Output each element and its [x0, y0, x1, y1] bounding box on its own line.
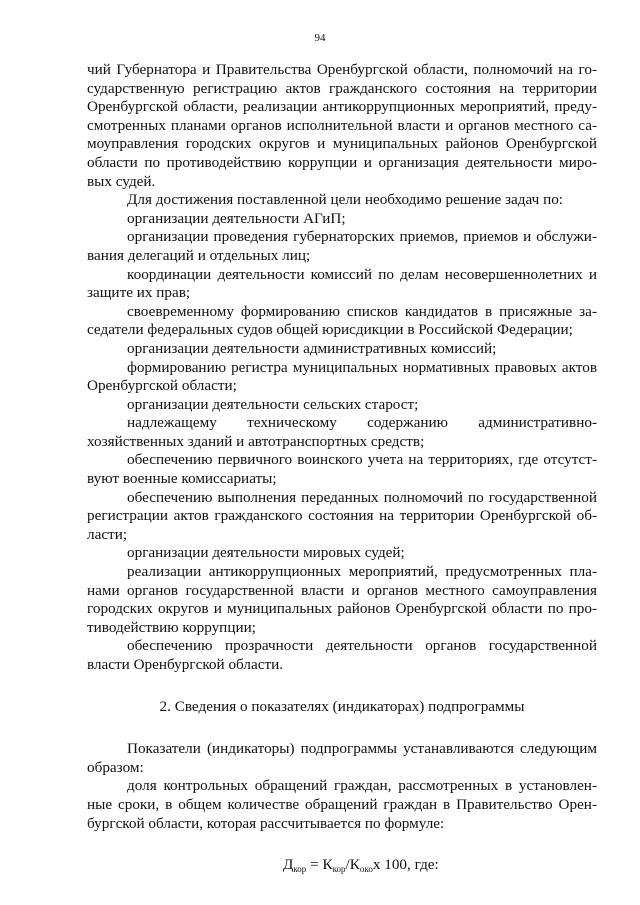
list-item: организации деятельности сельских старост; — [127, 395, 419, 413]
formula-k-subscript: кор — [332, 864, 346, 875]
list-item: реализации антикоррупционных мероприятий, предусмотренных планами органов государственной власти и органов местного самоуправления городских округов и муниципальных районов Оренбургской области по противодействию коррупции; — [87, 563, 597, 636]
indicators-paragraph: Показатели (индикаторы) подпрограммы устанавливаются следующим образом: — [87, 740, 597, 776]
formula-k2-subscript: око — [359, 864, 373, 875]
formula-d-symbol: Д — [283, 856, 294, 874]
list-item: организации проведения губернаторских приемов, приемов и обслуживания делегаций и отдельных лиц; — [87, 228, 597, 264]
section-heading: 2. Сведения о показателях (индикаторах) подпрограммы — [159, 697, 525, 715]
list-item: своевременному формированию списков кандидатов в присяжные заседатели федеральных судов общей юрисдикции в Российской Федерации; — [87, 302, 597, 339]
list-item: обеспечению выполнения переданных полномочий по государственной регистрации актов гражданского состояния на территории Оренбургской области; — [87, 488, 597, 543]
list-item: координации деятельности комиссий по делам несовершеннолетних и защите их прав; — [87, 265, 597, 302]
list-item: обеспечению первичного воинского учета на территориях, где отсутствуют военные комиссариаты; — [87, 451, 597, 488]
document-body — [87, 61, 597, 879]
formula-slash: / — [345, 856, 350, 874]
formula-d-subscript: кор — [293, 864, 307, 875]
formula — [87, 856, 597, 879]
tasks-lead-paragraph: Для достижения поставленной цели необходимо решение задач по: — [127, 191, 564, 209]
list-item: формированию регистра муниципальных нормативных правовых актов Оренбургской области; — [87, 358, 597, 395]
formula-k2-symbol: К — [349, 856, 360, 874]
tasks-list — [87, 210, 597, 675]
formula-equals: = — [306, 856, 323, 874]
intro-paragraph: чий Губернатора и Правительства Оренбургской области, полномочий на государственную регистрацию актов гражданского состояния на территории Оренбургской области, реализации антикоррупционных мероприятий, предусмотренных планами органов исполнительной власти и органов местного самоуправления городских округов и муниципальных районов Оренбургской области по противодействию коррупции и организация деятельности мировых судей. — [87, 61, 597, 190]
indicator-paragraph: доля контрольных обращений граждан, рассмотренных в установленные сроки, в общем количестве обращений граждан в Правительство Оренбургской области, которая рассчитывается по формуле: — [87, 777, 597, 832]
list-item: организации деятельности административных комиссий; — [127, 339, 497, 357]
formula-tail: х 100, где: — [372, 856, 439, 874]
list-item: надлежащему техническому содержанию административнохозяйственных зданий и автотранспортных средств; — [87, 414, 597, 450]
formula-k-symbol: К — [322, 856, 333, 874]
list-item: обеспечению прозрачности деятельности органов государственной власти Оренбургской области. — [87, 637, 597, 673]
list-item: организации деятельности АГиП; — [127, 209, 346, 227]
page-number: 94 — [314, 32, 326, 44]
list-item: организации деятельности мировых судей; — [127, 544, 405, 562]
